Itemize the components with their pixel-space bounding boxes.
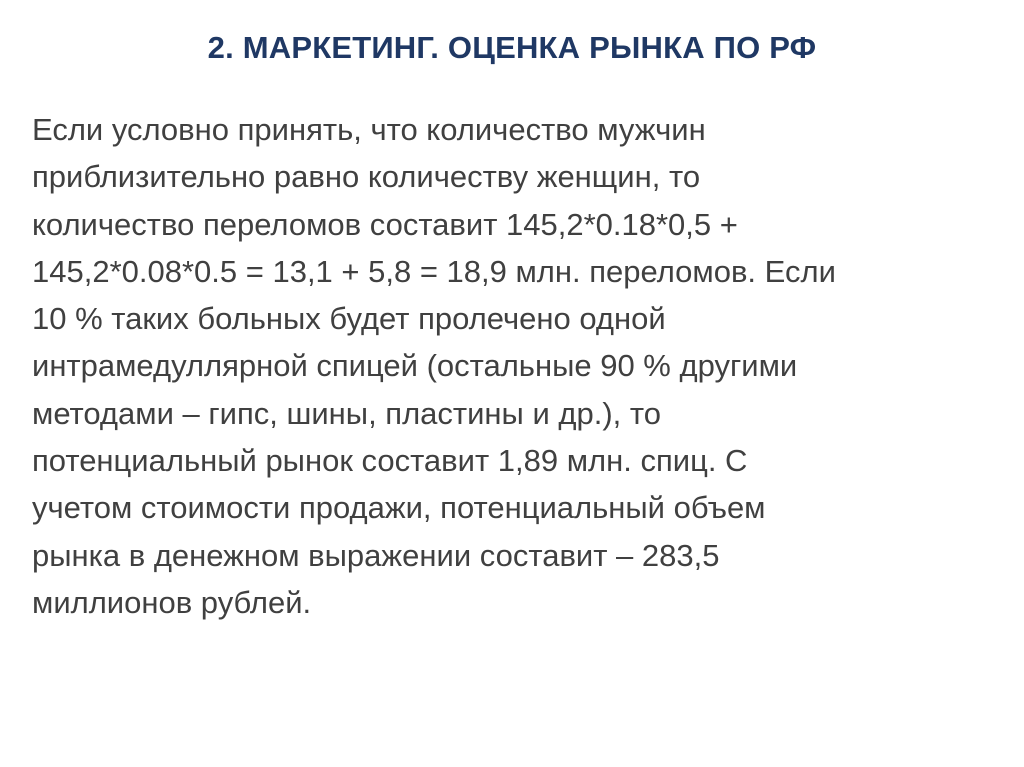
body-line: потенциальный рынок составит 1,89 млн. спиц. С <box>32 443 748 479</box>
body-line: миллионов рублей. <box>32 584 312 620</box>
body-line: Если условно принять, что количество мужчин <box>32 112 706 147</box>
body-line: учетом стоимости продажи, потенциальный объем <box>32 490 766 526</box>
body-line: методами – гипс, шины, пластины и др.), то <box>32 395 661 431</box>
body-line: рынка в денежном выражении составит – 283,5 <box>32 537 720 573</box>
body-line: приблизительно равно количеству женщин, то <box>32 159 701 195</box>
body-line: количество переломов составит 145,2*0.18*0,5 + <box>32 206 738 242</box>
body-line: интрамедуллярной спицей (остальные 90 % другими <box>32 348 798 384</box>
slide-body-text <box>32 106 992 626</box>
body-line: 10 % таких больных будет пролечено одной <box>32 301 666 337</box>
body-line: 145,2*0.08*0.5 = 13,1 + 5,8 = 18,9 млн. переломов. Если <box>32 253 836 289</box>
slide-title: 2. МАРКЕТИНГ. ОЦЕНКА РЫНКА ПО РФ <box>207 30 817 65</box>
